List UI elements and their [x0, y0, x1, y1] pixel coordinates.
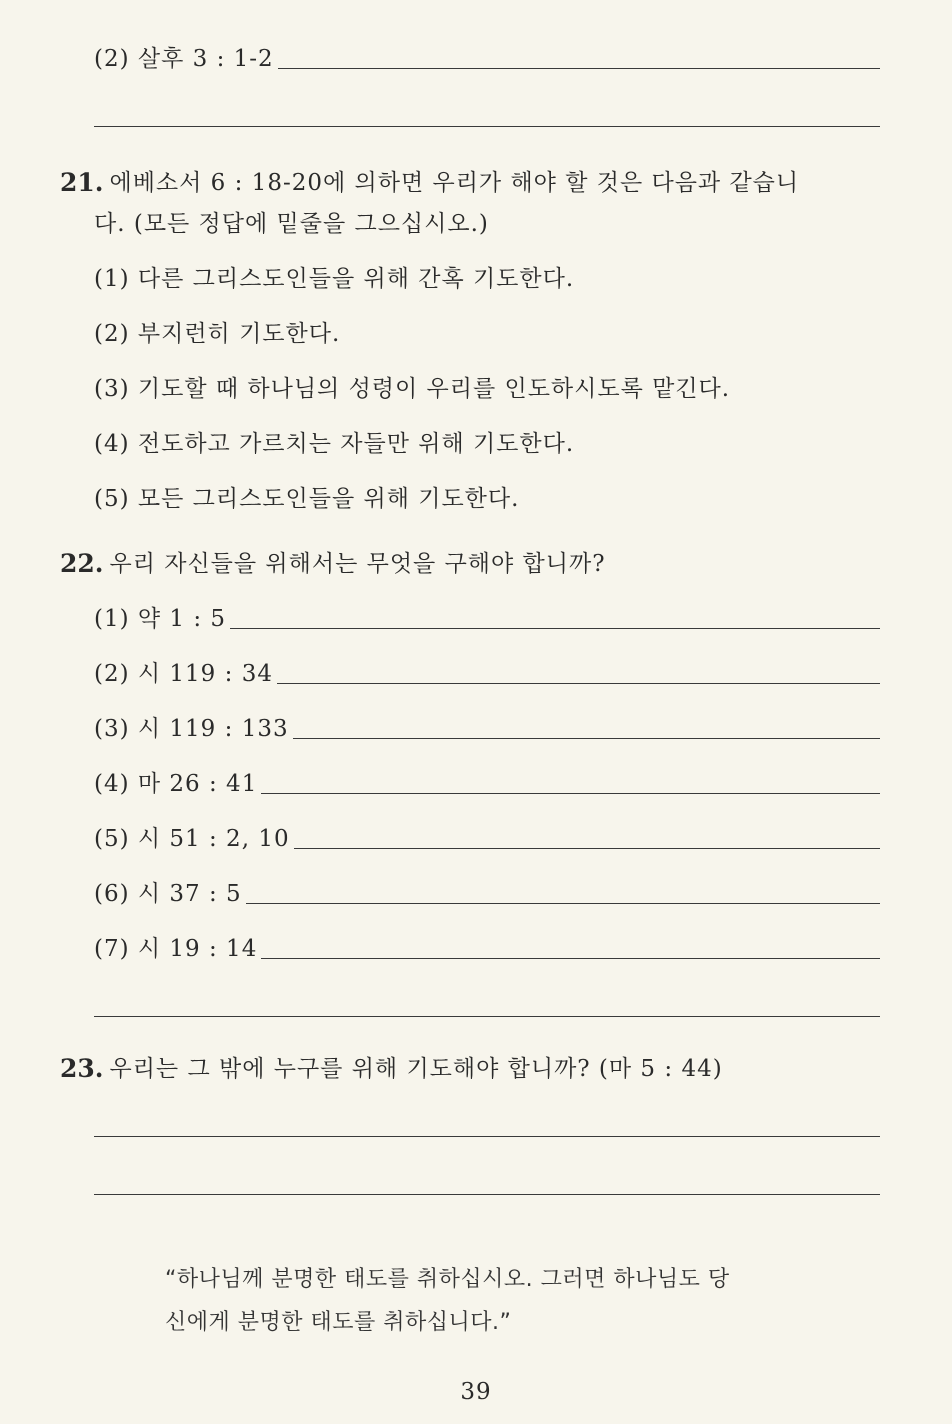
- verse-reference: (7) 시 19 : 14: [94, 936, 258, 962]
- answer-blank[interactable]: [293, 738, 880, 739]
- verse-reference: (5) 시 51 : 2, 10: [94, 826, 290, 852]
- question-number: 22.: [60, 549, 104, 578]
- option-text: (5) 모든 그리스도인들을 위해 기도한다.: [94, 486, 520, 512]
- q21-option-3[interactable]: [94, 378, 730, 401]
- q21-option-4[interactable]: [94, 433, 574, 456]
- question-text: 우리는 그 밖에 누구를 위해 기도해야 합니까? (마 5 : 44): [109, 1056, 723, 1082]
- q21-question-cont: [94, 213, 489, 236]
- answer-blank[interactable]: [94, 126, 880, 127]
- option-text: (4) 전도하고 가르치는 자들만 위해 기도한다.: [94, 431, 575, 457]
- answer-blank[interactable]: [277, 683, 880, 684]
- q21-question: [60, 170, 799, 195]
- quote-line-2: 신에게 분명한 태도를 취하십니다.”: [165, 1310, 512, 1335]
- q22-item-4: [94, 773, 880, 796]
- question-number: 23.: [60, 1054, 104, 1083]
- q22-item-6: [94, 883, 880, 906]
- answer-blank[interactable]: [261, 958, 880, 959]
- question-text: 우리 자신들을 위해서는 무엇을 구해야 합니까?: [109, 551, 606, 577]
- q20-item-2-label: (2) 살후 3 : 1-2: [94, 46, 274, 72]
- q21-option-2[interactable]: [94, 323, 340, 346]
- question-text: 에베소서 6 : 18-20에 의하면 우리가 해야 할 것은 다음과 같습니: [109, 170, 800, 196]
- answer-blank[interactable]: [94, 1016, 880, 1017]
- verse-reference: (1) 약 1 : 5: [94, 606, 227, 632]
- q22-item-5: [94, 828, 880, 851]
- option-text: (1) 다른 그리스도인들을 위해 간혹 기도한다.: [94, 266, 575, 292]
- verse-reference: (3) 시 119 : 133: [94, 716, 289, 742]
- answer-blank[interactable]: [246, 903, 880, 904]
- answer-blank[interactable]: [278, 68, 880, 69]
- question-text: 다. (모든 정답에 밑줄을 그으십시오.): [94, 211, 489, 237]
- verse-reference: (4) 마 26 : 41: [94, 771, 258, 797]
- q22-item-1: [94, 608, 880, 631]
- q22-item-2: [94, 663, 880, 686]
- answer-blank[interactable]: [94, 1136, 880, 1137]
- question-number: 21.: [60, 168, 104, 197]
- answer-blank[interactable]: [94, 1194, 880, 1195]
- option-text: (2) 부지런히 기도한다.: [94, 321, 341, 347]
- q22-item-3: [94, 718, 880, 741]
- answer-blank[interactable]: [261, 793, 880, 794]
- q23-question: [60, 1056, 723, 1081]
- q20-item-2: [94, 48, 880, 71]
- answer-blank[interactable]: [230, 628, 880, 629]
- quote-line-1: “하나님께 분명한 태도를 취하십시오. 그러면 하나님도 당: [165, 1267, 730, 1292]
- verse-reference: (6) 시 37 : 5: [94, 881, 242, 907]
- q22-question: [60, 551, 606, 576]
- q22-item-7: [94, 938, 880, 961]
- answer-blank[interactable]: [294, 848, 880, 849]
- page-number: 39: [460, 1379, 492, 1405]
- q21-option-5[interactable]: [94, 488, 519, 511]
- option-text: (3) 기도할 때 하나님의 성령이 우리를 인도하시도록 맡긴다.: [94, 376, 731, 402]
- verse-reference: (2) 시 119 : 34: [94, 661, 273, 687]
- q21-option-1[interactable]: [94, 268, 574, 291]
